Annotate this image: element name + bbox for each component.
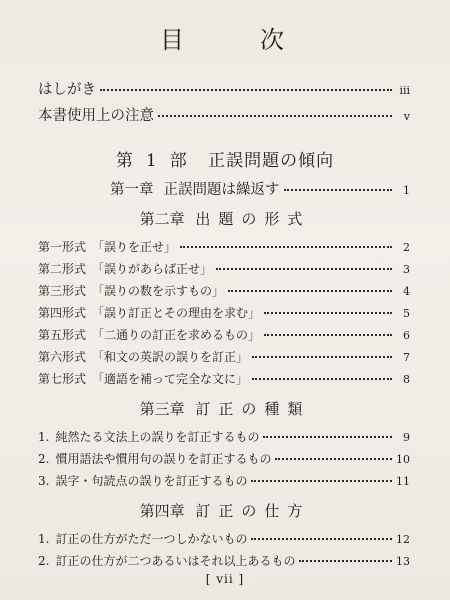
leader-dots — [158, 114, 392, 117]
toc-entry — [38, 238, 410, 255]
toc-entry — [38, 304, 410, 321]
toc-entry-page: 8 — [403, 373, 410, 386]
toc-entry-page: iii — [399, 84, 410, 97]
leader-dots — [216, 267, 392, 270]
item-text: 慣用語法や慣用句の誤りを訂正するもの — [55, 452, 272, 466]
toc-entry-page: 7 — [403, 351, 410, 364]
toc-entry-page: 10 — [396, 453, 410, 466]
toc-entry — [38, 370, 410, 387]
chapter-3-heading — [0, 398, 450, 419]
toc-entry-usage-notes — [38, 104, 410, 125]
chapter-1-entry — [110, 178, 410, 199]
toc-entry — [38, 552, 410, 569]
form-label: 第一形式 — [38, 240, 87, 254]
toc-entry-page: 11 — [396, 475, 410, 488]
page-title: 目 次 — [160, 26, 310, 54]
form-label: 第六形式 — [38, 350, 87, 364]
leader-dots — [100, 88, 392, 91]
toc-entry-page: 12 — [396, 533, 410, 546]
toc-entry-label: 本書使用上の注意 — [38, 108, 154, 124]
item-text: 純然たる文法上の誤りを訂正するもの — [55, 430, 260, 444]
item-text: 誤字・句読点の誤りを訂正するもの — [55, 474, 248, 488]
form-label: 第五形式 — [38, 328, 87, 342]
part-suffix: 部 — [169, 151, 188, 171]
item-text: 訂正の仕方がただ一つしかないもの — [55, 532, 248, 546]
toc-entry-page: 13 — [396, 555, 410, 568]
toc-entry-page: 9 — [403, 431, 410, 444]
toc-entry-page: 1 — [403, 184, 410, 197]
form-label: 第二形式 — [38, 262, 87, 276]
toc-entry-label: はしがき — [38, 82, 96, 98]
toc-entry-page: 2 — [403, 241, 410, 254]
part-title: 正誤問題の傾向 — [208, 151, 335, 171]
chapter-number: 第二章 — [139, 210, 185, 228]
leader-dots — [299, 559, 392, 562]
leader-dots — [251, 479, 392, 482]
toc-entry-page: 6 — [403, 329, 410, 342]
chapter-4-heading — [0, 500, 450, 521]
leader-dots — [264, 311, 392, 314]
leader-dots — [284, 188, 393, 191]
toc-entry-page: 3 — [403, 263, 410, 276]
chapter-2-heading — [0, 208, 450, 229]
part-heading — [0, 146, 450, 171]
toc-entry-page: 5 — [403, 307, 410, 320]
form-text: 「二通りの訂正を求めるもの」 — [92, 328, 261, 342]
item-text: 訂正の仕方が二つあるいはそれ以上あるもの — [55, 554, 296, 568]
toc-entry-page: v — [403, 110, 410, 123]
leader-dots — [228, 289, 392, 292]
leader-dots — [180, 245, 392, 248]
toc-entry — [38, 326, 410, 343]
toc-entry — [38, 428, 410, 445]
chapter-title: 出題の形式 — [195, 210, 311, 228]
toc-entry-preface — [38, 78, 410, 99]
toc-entry — [38, 282, 410, 299]
form-label: 第三形式 — [38, 284, 87, 298]
form-label: 第七形式 — [38, 372, 87, 386]
form-text: 「和文の英訳の誤りを訂正」 — [92, 350, 249, 364]
item-number: 3. — [38, 474, 50, 488]
leader-dots — [251, 537, 392, 540]
chapter-title: 訂正の仕方 — [195, 502, 311, 520]
leader-dots — [252, 355, 392, 358]
form-text: 「誤りを正せ」 — [92, 240, 177, 254]
form-text: 「誤りの数を示すもの」 — [92, 284, 225, 298]
page-number-footer: [ vii ] — [205, 572, 245, 586]
chapter-number: 第三章 — [139, 400, 185, 418]
chapter-number: 第四章 — [139, 502, 185, 520]
item-number: 2. — [38, 452, 50, 466]
leader-dots — [264, 333, 392, 336]
toc-entry — [38, 260, 410, 277]
form-text: 「適語を補って完全な文に」 — [92, 372, 249, 386]
toc-entry — [38, 472, 410, 489]
toc-entry — [38, 348, 410, 365]
toc-entry — [38, 530, 410, 547]
leader-dots — [263, 435, 392, 438]
form-label: 第四形式 — [38, 306, 87, 320]
item-number: 2. — [38, 554, 50, 568]
chapter-title: 訂正の種類 — [195, 400, 311, 418]
form-text: 「誤り訂正とその理由を求む」 — [92, 306, 261, 320]
toc-entry-page: 4 — [403, 285, 410, 298]
chapter-number: 第一章 — [110, 182, 154, 198]
item-number: 1. — [38, 430, 50, 444]
item-number: 1. — [38, 532, 50, 546]
toc-entry — [38, 450, 410, 467]
leader-dots — [275, 457, 392, 460]
part-prefix: 第 — [115, 151, 134, 171]
form-text: 「誤りがあらば正せ」 — [92, 262, 213, 276]
part-number: 1 — [145, 151, 158, 171]
leader-dots — [252, 377, 392, 380]
chapter-title: 正誤問題は繰返す — [163, 182, 280, 198]
